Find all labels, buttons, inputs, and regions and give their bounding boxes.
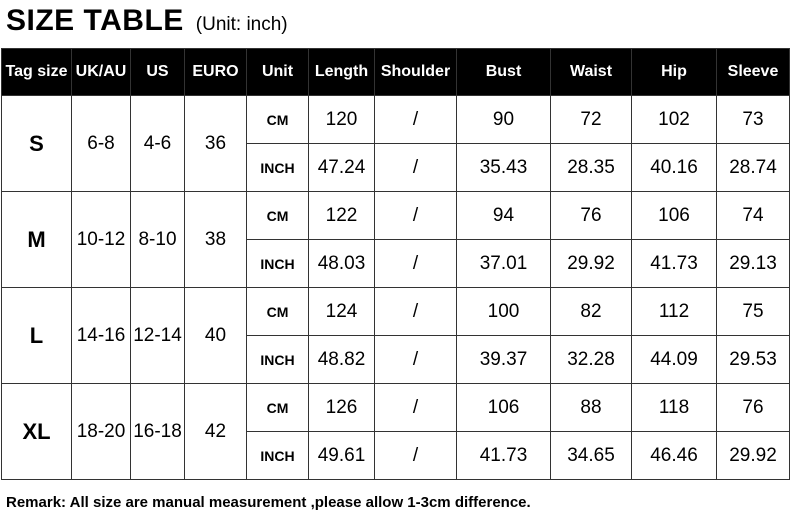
length-cell: 120 [309,96,375,144]
waist-cell: 32.28 [551,336,632,384]
unit-cell: CM [247,96,309,144]
page-title: SIZE TABLE [6,4,184,37]
waist-cell: 29.92 [551,240,632,288]
length-cell: 48.03 [309,240,375,288]
hip-cell: 112 [632,288,717,336]
title-row [6,4,288,44]
hip-cell: 44.09 [632,336,717,384]
header-shoulder: Shoulder [375,49,457,96]
shoulder-cell: / [375,144,457,192]
unit-note: (Unit: inch) [195,14,288,35]
header-tag-size: Tag size [2,49,72,96]
bust-cell: 94 [457,192,551,240]
table-row [2,288,790,336]
unit-cell: INCH [247,336,309,384]
shoulder-cell: / [375,240,457,288]
bust-cell: 100 [457,288,551,336]
tag-size-cell: L [2,288,72,384]
uk-au-cell: 18-20 [72,384,131,480]
remark-note: Remark: All size are manual measurement ,please allow 1-3cm difference. [6,494,531,511]
waist-cell: 82 [551,288,632,336]
waist-cell: 34.65 [551,432,632,480]
sleeve-cell: 29.13 [717,240,790,288]
header-us: US [131,49,185,96]
hip-cell: 41.73 [632,240,717,288]
waist-cell: 28.35 [551,144,632,192]
sleeve-cell: 29.92 [717,432,790,480]
hip-cell: 102 [632,96,717,144]
header-uk-au: UK/AU [72,49,131,96]
length-cell: 48.82 [309,336,375,384]
unit-cell: CM [247,288,309,336]
waist-cell: 72 [551,96,632,144]
euro-cell: 40 [185,288,247,384]
unit-cell: CM [247,384,309,432]
tag-size-cell: XL [2,384,72,480]
shoulder-cell: / [375,384,457,432]
table-row [2,96,790,144]
us-cell: 16-18 [131,384,185,480]
sleeve-cell: 75 [717,288,790,336]
sleeve-cell: 29.53 [717,336,790,384]
hip-cell: 118 [632,384,717,432]
waist-cell: 76 [551,192,632,240]
shoulder-cell: / [375,96,457,144]
euro-cell: 42 [185,384,247,480]
unit-cell: INCH [247,432,309,480]
bust-cell: 39.37 [457,336,551,384]
length-cell: 47.24 [309,144,375,192]
tag-size-cell: M [2,192,72,288]
sleeve-cell: 76 [717,384,790,432]
sleeve-cell: 73 [717,96,790,144]
tag-size-cell: S [2,96,72,192]
euro-cell: 36 [185,96,247,192]
us-cell: 8-10 [131,192,185,288]
us-cell: 4-6 [131,96,185,192]
unit-cell: INCH [247,144,309,192]
shoulder-cell: / [375,336,457,384]
header-euro: EURO [185,49,247,96]
uk-au-cell: 10-12 [72,192,131,288]
uk-au-cell: 14-16 [72,288,131,384]
unit-cell: INCH [247,240,309,288]
header-bust: Bust [457,49,551,96]
bust-cell: 41.73 [457,432,551,480]
bust-cell: 37.01 [457,240,551,288]
hip-cell: 40.16 [632,144,717,192]
waist-cell: 88 [551,384,632,432]
header-sleeve: Sleeve [717,49,790,96]
table-header [2,49,790,96]
bust-cell: 90 [457,96,551,144]
header-length: Length [309,49,375,96]
table-row [2,384,790,432]
sleeve-cell: 28.74 [717,144,790,192]
bust-cell: 35.43 [457,144,551,192]
us-cell: 12-14 [131,288,185,384]
size-table [1,48,790,480]
sleeve-cell: 74 [717,192,790,240]
unit-cell: CM [247,192,309,240]
table-row [2,192,790,240]
shoulder-cell: / [375,432,457,480]
shoulder-cell: / [375,288,457,336]
length-cell: 122 [309,192,375,240]
hip-cell: 46.46 [632,432,717,480]
length-cell: 126 [309,384,375,432]
length-cell: 124 [309,288,375,336]
header-waist: Waist [551,49,632,96]
bust-cell: 106 [457,384,551,432]
shoulder-cell: / [375,192,457,240]
header-unit: Unit [247,49,309,96]
uk-au-cell: 6-8 [72,96,131,192]
table-body [2,96,790,480]
header-row [2,49,790,96]
hip-cell: 106 [632,192,717,240]
header-hip: Hip [632,49,717,96]
euro-cell: 38 [185,192,247,288]
length-cell: 49.61 [309,432,375,480]
